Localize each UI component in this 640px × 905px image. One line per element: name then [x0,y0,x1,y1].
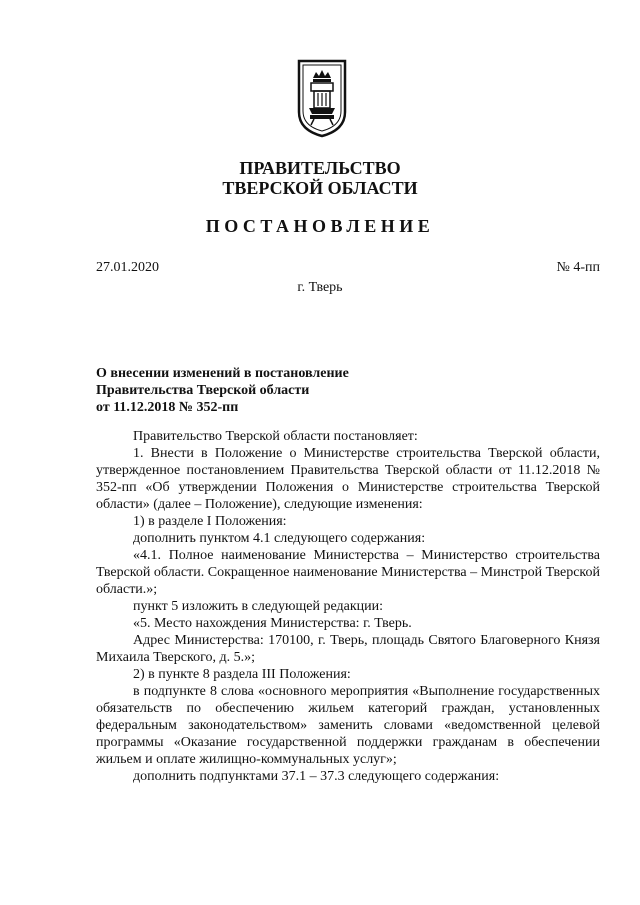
body-paragraph: 1) в разделе I Положения: [133,514,287,529]
body-paragraph: 2) в пункте 8 раздела III Положения: [133,667,351,682]
body-paragraph: дополнить пунктом 4.1 следующего содержания: [133,531,426,546]
body-paragraph: в подпункте 8 слова «основного мероприятия «Выполнение государственных обязательств по обеспечению жильем категорий граждан, установленных федеральным законодательством» заменить словами «ведомственной целевой программы «Оказание государственной поддержки гражданам в обеспечении жильем и оплате жилищно-коммунальных услуг»; [96,684,600,767]
tver-coat-of-arms-icon [296,58,348,138]
document-type-title: ПОСТАНОВЛЕНИЕ [205,216,435,236]
subject-line: Правительства Тверской области [96,383,310,398]
body-paragraph: 1. Внести в Положение о Министерстве строительства Тверской области, утвержденное постановлением Правительства Тверской области от 11.12.2018 № 352-пп «Об утверждении Положения о Министерстве строительства Тверской области» (далее – Положение), следующие изменения: [96,446,600,512]
body-paragraph: Правительство Тверской области постановляет: [133,429,418,444]
subject-line: О внесении изменений в постановление [96,366,349,381]
body-paragraph: Адрес Министерства: 170100, г. Тверь, площадь Святого Благоверного Князя Михаила Тверского, д. 5.»; [96,633,600,665]
body-paragraph: дополнить подпунктами 37.1 – 37.3 следующего содержания: [133,769,500,784]
body-paragraph: пункт 5 изложить в следующей редакции: [133,599,383,614]
organization-name-line1: ПРАВИТЕЛЬСТВО [239,158,401,178]
subject-line: от 11.12.2018 № 352-пп [96,400,239,415]
body-paragraph: «4.1. Полное наименование Министерства – Министерство строительства Тверской области. Сокращенное наименование Министерства – Минстрой Тверской области.»; [96,548,600,597]
body-paragraph: «5. Место нахождения Министерства: г. Тверь. [133,616,412,631]
document-subject [96,365,349,416]
document-date: 27.01.2020 [96,260,159,275]
document-body [96,428,600,785]
document-number: № 4-пп [556,260,600,275]
organization-name-line2: ТВЕРСКОЙ ОБЛАСТИ [222,178,418,198]
document-city: г. Тверь [297,280,343,295]
